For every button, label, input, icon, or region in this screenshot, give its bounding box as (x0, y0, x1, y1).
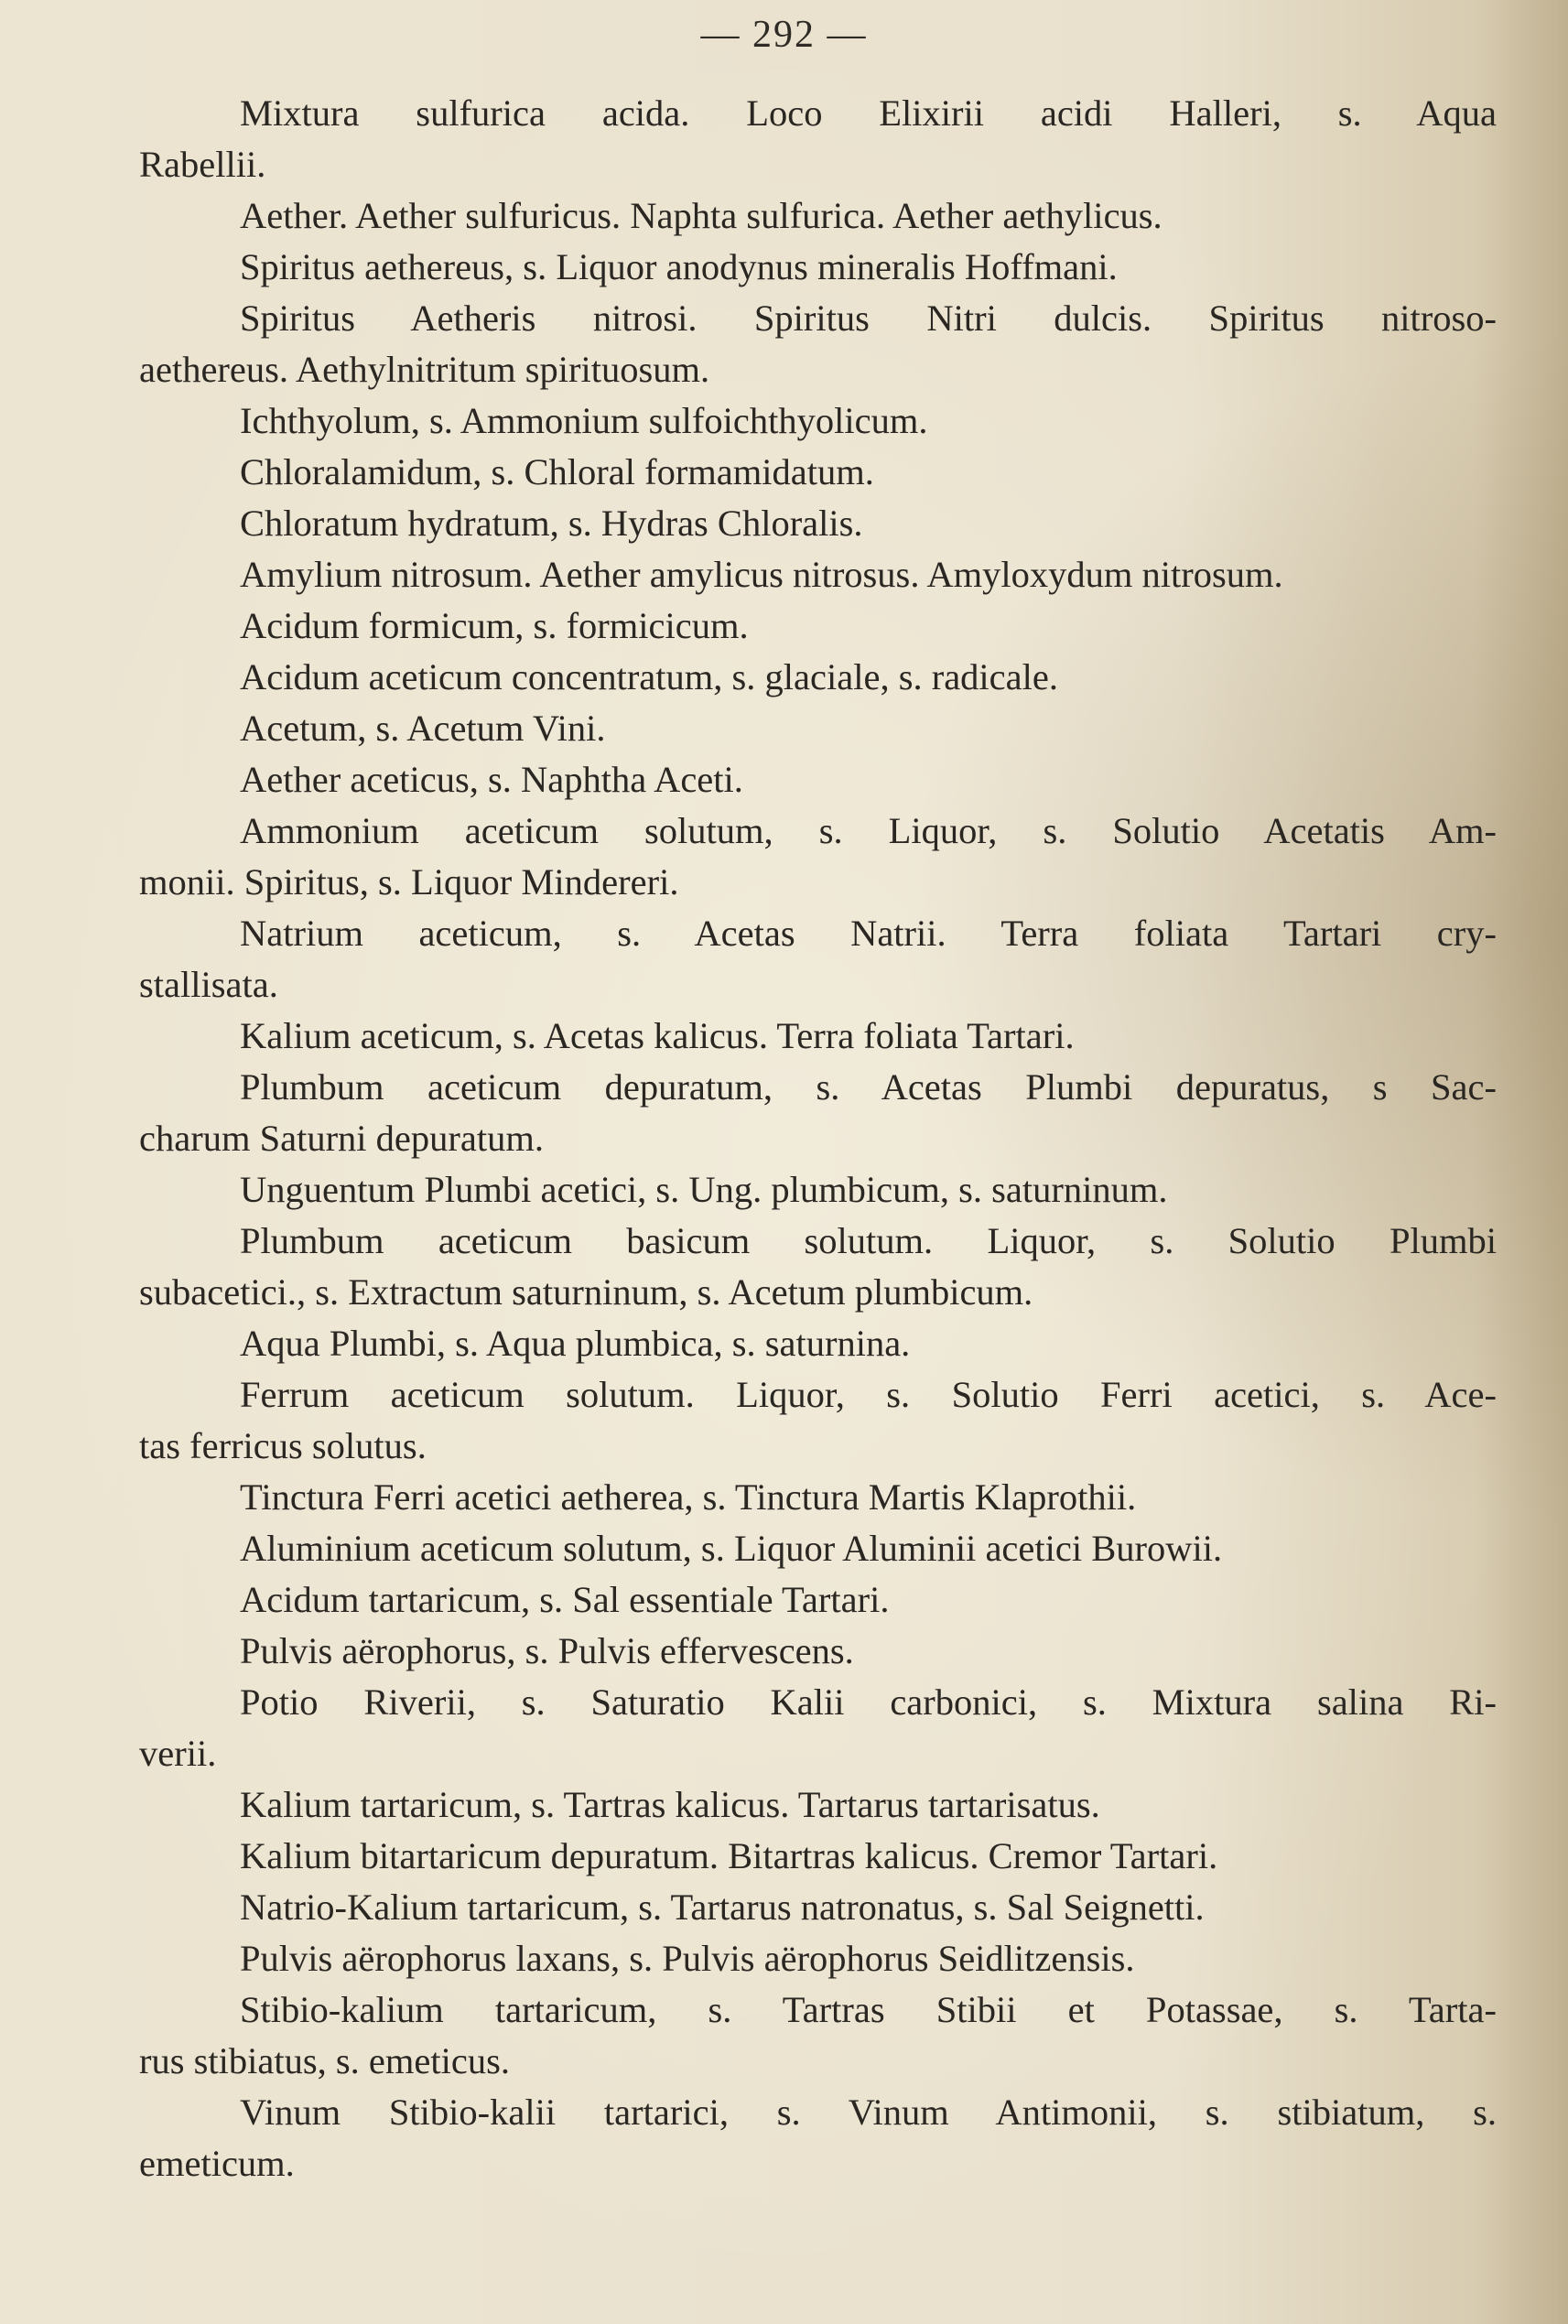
text-line: aethereus. Aethylnitritum spirituosum. (139, 349, 710, 390)
text-line: emeticum. (139, 2143, 295, 2184)
text-line: Ichthyolum, s. Ammonium sulfoichthyolicum. (240, 400, 928, 441)
text-line: Unguentum Plumbi acetici, s. Ung. plumbicum, s. saturninum. (240, 1169, 1168, 1210)
text-line: Chloralamidum, s. Chloral formamidatum. (240, 451, 874, 492)
text-line: Potio Riverii, s. Saturatio Kalii carbonici, s. Mixtura salina Ri- (240, 1681, 1497, 1723)
text-line: Pulvis aërophorus, s. Pulvis effervescens. (240, 1630, 854, 1671)
text-line: rus stibiatus, s. emeticus. (139, 2040, 510, 2081)
page-number: — 292 — (700, 14, 868, 56)
text-line: Spiritus Aetheris nitrosi. Spiritus Nitri dulcis. Spiritus nitroso- (240, 297, 1497, 339)
text-line: Acidum tartaricum, s. Sal essentiale Tartari. (240, 1579, 890, 1620)
text-line: tas ferricus solutus. (139, 1425, 427, 1466)
body-text (139, 88, 1497, 2189)
text-line: Aether aceticus, s. Naphtha Aceti. (240, 759, 743, 800)
text-line: subacetici., s. Extractum saturninum, s. Acetum plumbicum. (139, 1271, 1033, 1313)
text-line: Aqua Plumbi, s. Aqua plumbica, s. saturnina. (240, 1323, 911, 1364)
text-line: Natrio-Kalium tartaricum, s. Tartarus natronatus, s. Sal Seignetti. (240, 1886, 1205, 1928)
text-line: Chloratum hydratum, s. Hydras Chloralis. (240, 503, 863, 544)
text-line: Aether. Aether sulfuricus. Naphta sulfurica. Aether aethylicus. (240, 195, 1162, 236)
text-line: Aluminium aceticum solutum, s. Liquor Aluminii acetici Burowii. (240, 1528, 1223, 1569)
text-line: monii. Spiritus, s. Liquor Mindereri. (139, 861, 679, 903)
text-line: Ammonium aceticum solutum, s. Liquor, s. Solutio Acetatis Am- (240, 810, 1497, 851)
text-line: Spiritus aethereus, s. Liquor anodynus mineralis Hoffmani. (240, 246, 1118, 287)
text-line: Rabellii. (139, 144, 266, 185)
text-line: Tinctura Ferri acetici aetherea, s. Tinctura Martis Klaprothii. (240, 1476, 1137, 1518)
text-line: Ferrum aceticum solutum. Liquor, s. Solutio Ferri acetici, s. Ace- (240, 1374, 1497, 1415)
text-line: Kalium aceticum, s. Acetas kalicus. Terra foliata Tartari. (240, 1015, 1075, 1056)
text-line: Stibio-kalium tartaricum, s. Tartras Stibii et Potassae, s. Tarta- (240, 1989, 1497, 2030)
text-line: verii. (139, 1733, 217, 1774)
text-line: stallisata. (139, 964, 278, 1005)
text-line: Kalium bitartaricum depuratum. Bitartras kalicus. Cremor Tartari. (240, 1835, 1218, 1876)
text-line: Pulvis aërophorus laxans, s. Pulvis aërophorus Seidlitzensis. (240, 1938, 1135, 1979)
text-line: Mixtura sulfurica acida. Loco Elixirii acidi Halleri, s. Aqua (240, 92, 1497, 134)
text-line: Amylium nitrosum. Aether amylicus nitrosus. Amyloxydum nitrosum. (240, 554, 1283, 595)
text-line: Acetum, s. Acetum Vini. (240, 708, 606, 749)
text-line: Vinum Stibio-kalii tartarici, s. Vinum Antimonii, s. stibiatum, s. (240, 2092, 1497, 2133)
text-line: Kalium tartaricum, s. Tartras kalicus. Tartarus tartarisatus. (240, 1784, 1100, 1825)
text-line: Natrium aceticum, s. Acetas Natrii. Terra foliata Tartari cry- (240, 913, 1497, 954)
text-line: Acidum formicum, s. formicicum. (240, 605, 749, 646)
text-line: Acidum aceticum concentratum, s. glaciale, s. radicale. (240, 656, 1058, 697)
text-line: charum Saturni depuratum. (139, 1118, 544, 1159)
text-line: Plumbum aceticum depuratum, s. Acetas Plumbi depuratus, s Sac- (240, 1066, 1497, 1108)
text-line: Plumbum aceticum basicum solutum. Liquor, s. Solutio Plumbi (240, 1220, 1497, 1261)
